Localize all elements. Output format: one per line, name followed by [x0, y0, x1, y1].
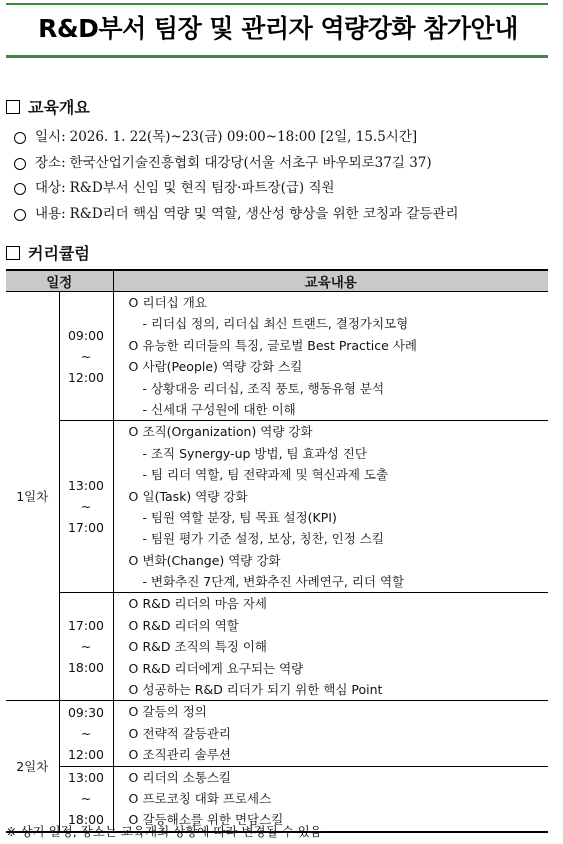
schedule-column-header: 일정: [6, 270, 113, 292]
overview-item-label: 내용:: [35, 205, 66, 222]
time-range: [59, 701, 113, 766]
table-row: [6, 593, 548, 701]
content-subitem: [129, 443, 549, 464]
content-cell: [113, 421, 548, 593]
item-marker: O: [128, 488, 139, 504]
item-marker: O: [128, 790, 139, 806]
time-part: ~: [80, 726, 92, 741]
item-text: 유능한 리더들의 특징, 글로벌 Best Practice 사례: [142, 337, 417, 353]
time-part: ~: [80, 791, 92, 807]
item-text: 변화(Change) 역량 강화: [142, 552, 281, 568]
item-text: R&D 리더의 역할: [142, 617, 239, 633]
overview-item-label: 대상:: [35, 180, 66, 196]
item-text: - 팀 리더 역할, 팀 전략과제 및 혁신과제 도출: [142, 467, 389, 483]
item-text: - 조직 Synergy-up 방법, 팀 효과성 진단: [142, 445, 367, 461]
overview-item-value: 한국산업기술진흥협회 대강당(서울 서초구 바우뫼로37길 37): [69, 154, 432, 171]
curriculum-table: [6, 269, 548, 833]
content-item: [129, 744, 549, 765]
overview-list: [14, 125, 459, 227]
content-item: [129, 550, 549, 571]
item-marker: O: [128, 639, 139, 655]
time-part: 18:00: [67, 660, 105, 676]
overview-heading-text: 교육개요: [28, 98, 90, 117]
item-marker: O: [128, 660, 139, 676]
item-text: 프로코칭 대화 프로세스: [142, 790, 272, 806]
table-row: [6, 701, 548, 766]
content-cell: [113, 593, 548, 701]
day-label: 2일차: [6, 701, 59, 832]
overview-item-place: [14, 151, 459, 177]
square-bullet-icon: [6, 100, 20, 114]
time-part: ~: [80, 639, 92, 655]
content-item: [129, 292, 549, 313]
content-subitem: [129, 399, 549, 420]
overview-item-target: [14, 176, 459, 202]
time-part: 09:30: [67, 705, 105, 720]
time-part: 12:00: [67, 369, 105, 385]
square-bullet-icon: [6, 246, 20, 260]
item-marker: O: [128, 812, 139, 828]
item-marker: O: [128, 682, 139, 698]
time-part: 13:00: [67, 478, 105, 494]
item-text: 조직관리 솔루션: [142, 747, 231, 763]
page-title: R&D부서 팀장 및 관리자 역량강화 참가안내: [38, 14, 518, 43]
time-range: [59, 292, 113, 421]
overview-item-label: 장소:: [35, 154, 66, 171]
overview-item-value: 2026. 1. 22(목)~23(금) 09:00~18:00 [2일, 15.5시간]: [69, 129, 418, 145]
item-text: 리더십 개요: [142, 295, 207, 310]
content-subitem: [129, 313, 549, 334]
item-text: 사람(People) 역량 강화 스킬: [142, 359, 303, 375]
content-item: [129, 701, 549, 722]
circle-bullet-icon: [14, 158, 26, 170]
item-text: - 팀원 평가 기준 설정, 보상, 칭찬, 인정 스킬: [142, 531, 384, 547]
item-marker: O: [128, 769, 139, 785]
time-part: 09:00: [67, 327, 105, 343]
overview-item-content: [14, 202, 459, 228]
footnote: ※ 상기 일정, 장소는 교육개최 상황에 따라 변경될 수 있음: [6, 824, 322, 839]
item-text: R&D 조직의 특징 이해: [142, 639, 268, 655]
item-marker: O: [128, 359, 139, 375]
time-part: 17:00: [67, 618, 105, 634]
item-text: - 팀원 역할 분장, 팀 목표 설정(KPI): [142, 509, 337, 525]
item-text: 리더의 소통스킬: [142, 769, 231, 785]
item-marker: O: [128, 295, 139, 310]
table-row: [6, 421, 548, 593]
circle-bullet-icon: [14, 132, 26, 144]
content-item: [129, 723, 549, 744]
time-part: 13:00: [67, 770, 105, 786]
time-part: 17:00: [67, 520, 105, 536]
title-bottom-rule: [6, 55, 548, 58]
overview-section-heading: [6, 95, 90, 118]
table-row: [6, 292, 548, 421]
item-text: 일(Task) 역량 강화: [142, 488, 248, 504]
content-item: [129, 658, 549, 679]
table-header-row: [6, 270, 548, 292]
item-text: 성공하는 R&D 리더가 되기 위한 핵심 Point: [142, 682, 383, 698]
content-column-header: 교육내용: [113, 270, 548, 292]
time-part: 18:00: [67, 812, 105, 828]
content-item: [129, 636, 549, 657]
time-range: [59, 421, 113, 593]
content-subitem: [129, 507, 549, 528]
item-text: 갈등의 정의: [142, 704, 207, 720]
item-marker: O: [128, 747, 139, 763]
content-item: [129, 421, 549, 442]
item-marker: O: [128, 337, 139, 353]
time-range: [59, 593, 113, 701]
content-item: [129, 356, 549, 377]
item-text: - 변화추진 7단계, 변화추진 사례연구, 리더 역할: [142, 574, 405, 590]
item-marker: O: [128, 596, 139, 612]
item-text: - 리더십 정의, 리더십 최신 트랜드, 결정가치모형: [142, 316, 409, 332]
item-text: 갈등해소를 위한 면담스킬: [142, 812, 284, 828]
item-marker: O: [128, 704, 139, 720]
title-top-rule: [6, 3, 548, 5]
item-text: R&D 리더의 마음 자세: [142, 596, 268, 612]
content-item: [129, 486, 549, 507]
content-subitem: [129, 571, 549, 592]
content-item: [129, 335, 549, 356]
time-part: ~: [80, 499, 92, 515]
item-text: 전략적 갈등관리: [142, 725, 231, 741]
item-marker: O: [128, 725, 139, 741]
content-cell: [113, 701, 548, 766]
item-text: 조직(Organization) 역량 강화: [142, 424, 313, 440]
content-subitem: [129, 464, 549, 485]
overview-item-date: [14, 125, 459, 151]
overview-item-label: 일시:: [35, 129, 66, 145]
content-item: [129, 788, 549, 809]
overview-item-value: R&D리더 핵심 역량 및 역할, 생산성 향상을 위한 코칭과 갈등관리: [69, 205, 459, 222]
time-part: 12:00: [67, 747, 105, 762]
content-item: [129, 615, 549, 636]
content-cell: [113, 292, 548, 421]
content-subitem: [129, 528, 549, 549]
overview-item-value: R&D부서 신임 및 현직 팀장·파트장(급) 직원: [69, 180, 335, 196]
curriculum-heading-text: 커리큘럼: [28, 244, 90, 263]
curriculum-section-heading: [6, 241, 90, 264]
time-part: ~: [80, 348, 92, 364]
day-label: 1일차: [6, 292, 59, 701]
content-item: [129, 593, 549, 614]
content-subitem: [129, 378, 549, 399]
item-marker: O: [128, 552, 139, 568]
content-item: [129, 679, 549, 700]
curriculum-body: [6, 292, 548, 832]
item-marker: O: [128, 424, 139, 440]
item-text: - 상황대응 리더십, 조직 풍토, 행동유형 분석: [142, 380, 385, 396]
item-text: R&D 리더에게 요구되는 역량: [142, 660, 304, 676]
content-item: [129, 767, 549, 788]
item-text: - 신세대 구성원에 대한 이해: [142, 401, 296, 417]
circle-bullet-icon: [14, 209, 26, 221]
item-marker: O: [128, 617, 139, 633]
circle-bullet-icon: [14, 183, 26, 195]
